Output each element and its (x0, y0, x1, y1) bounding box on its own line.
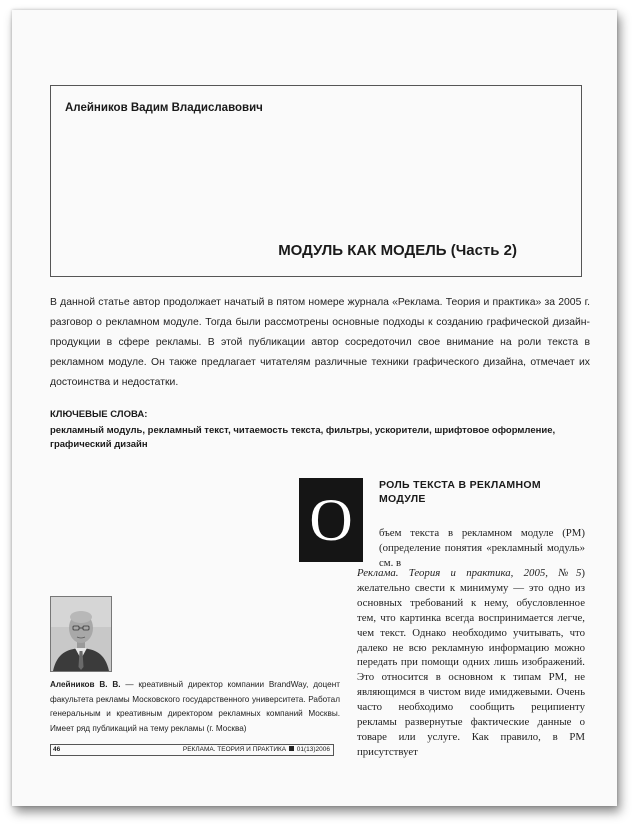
square-bullet-icon (289, 746, 294, 751)
article-header (50, 85, 582, 277)
body-first-lines: бъем текста в рекламном модуле (РМ) (определение понятия «рекламный модуль» см. в (379, 527, 585, 569)
section-title: РОЛЬ ТЕКСТА В РЕКЛАМНОМ МОДУЛЕ (379, 479, 541, 505)
drop-cap-letter: О (309, 487, 353, 553)
body-text-intro (379, 526, 585, 571)
footer-journal (183, 746, 330, 753)
author-bio (50, 678, 340, 737)
issue-number: 01(13)2006 (296, 746, 330, 753)
body-paragraph: ) желательно свести к минимуму — это одно из основных требований к нему, обусловленное тем, что картинка всегда воспринимается легче, чем текст. Однако необходимо учитывать, что далеко не всю рекламную информацию можно передать при помощи одних лишь изображений. Это относится в основном к типам РМ, не являющимся в чистом виде имиджевыми. Очень часто необходимо сообщить реципиенту рекламы развернутые фактические данные о товаре или услуге. Как правило, в РМ присутствует (357, 567, 585, 758)
article-title: МОДУЛЬ КАК МОДЕЛЬ (Часть 2) (278, 242, 517, 259)
body-text-main (357, 566, 585, 760)
keywords-list: рекламный модуль, рекламный текст, читаемость текста, фильтры, ускорители, шрифтовое оформление, графический дизайн (50, 425, 556, 450)
abstract: В данной статье автор продолжает начатый в пятом номере журнала «Реклама. Теория и практика» за 2005 г. разговор о рекламном модуле. Тогда были рассмотрены основные подходы к созданию графической дизайн-продукции в сфере рекламы. В этой публикации автор сосредоточил свое внимание на роли текста в рекламном модуле. Он также предлагает читателям различные техники графического дизайна, отмечает их достоинства и недостатки. (50, 297, 590, 388)
bio-text: — креативный директор компании BrandWay, доцент факультета рекламы Московского государственного университета. Работал генеральным и креативным директором рекламных компаний Москвы. Имеет ряд публикаций на тему рекламы (г. Москва) (50, 680, 340, 734)
bio-name: Алейников В. В. (50, 680, 121, 689)
journal-name: РЕКЛАМА. ТЕОРИЯ И ПРАКТИКА (182, 746, 287, 753)
journal-page (12, 10, 617, 806)
journal-reference: Реклама. Теория и практика, 2005, №5 (357, 567, 582, 579)
page-number: 46 (53, 746, 61, 753)
drop-cap (299, 478, 363, 562)
author-photo (50, 596, 112, 672)
page-footer (50, 744, 334, 756)
author-name: Алейников Вадим Владиславович (65, 102, 263, 114)
keywords-label: КЛЮЧЕВЫЕ СЛОВА: (50, 409, 148, 420)
